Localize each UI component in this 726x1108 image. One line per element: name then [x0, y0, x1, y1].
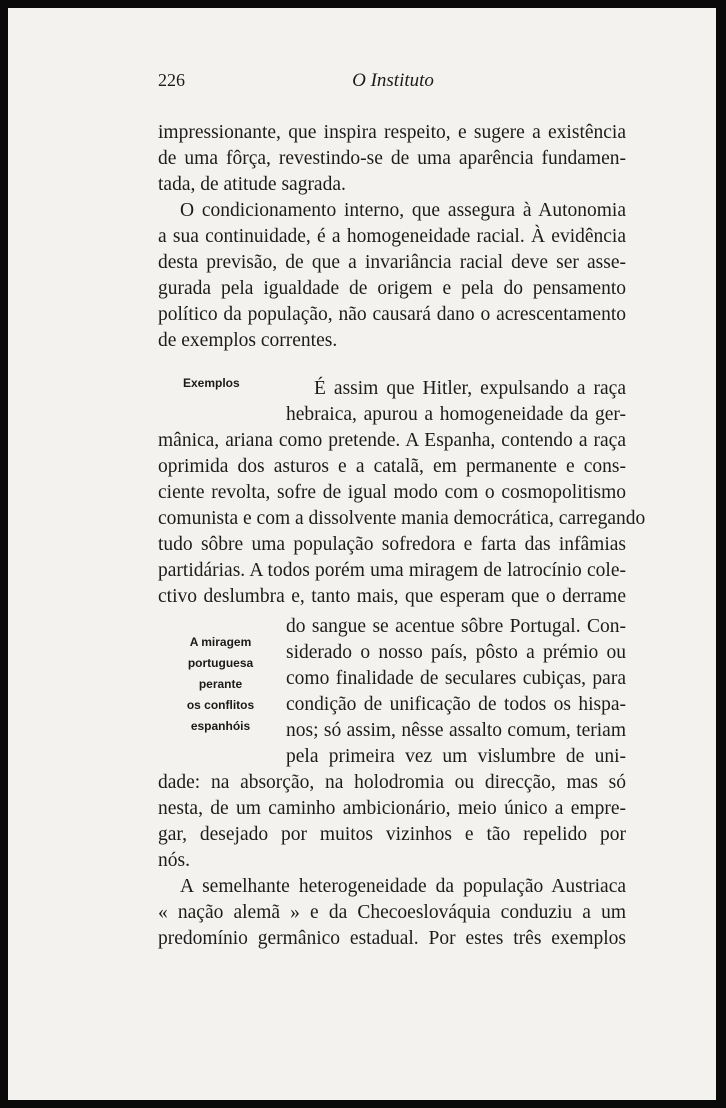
- body-line: nós.: [158, 850, 190, 871]
- body-line: mânica, ariana como pretende. A Espanha, contendo a raça: [158, 430, 626, 451]
- body-line: O condicionamento interno, que assegura à Autonomia: [180, 200, 626, 221]
- margin-note-exemplos: Exemplos: [183, 376, 240, 390]
- margin-note-miragem: [168, 632, 273, 737]
- running-title: O Instituto: [352, 70, 434, 91]
- margin-note-line: portuguesa: [187, 656, 254, 670]
- body-line: do sangue se acentue sôbre Portugal. Con-: [286, 616, 626, 637]
- body-line: ctivo deslumbra e, tanto mais, que esperam que o derrame: [158, 586, 626, 607]
- body-line: condição de unificação de todos os hispa-: [286, 694, 626, 715]
- body-line: « nação alemã » e da Checoeslováquia conduziu a um: [158, 902, 626, 923]
- margin-note-line: os conflitos: [186, 698, 255, 712]
- body-line: de uma fôrça, revestindo-se de uma aparência fundamen-: [158, 148, 626, 169]
- body-line: predomínio germânico estadual. Por estes três exemplos: [158, 928, 626, 949]
- book-page: [8, 8, 716, 1100]
- body-line: hebraica, apurou a homogeneidade da ger-: [286, 404, 626, 425]
- margin-note-line: espanhóis: [190, 719, 251, 733]
- body-line: ciente revolta, sofre de igual modo com o cosmopolitismo: [158, 482, 626, 503]
- margin-note-line: A miragem: [189, 635, 252, 649]
- body-line: político da população, não causará dano o acrescentamento: [158, 304, 626, 325]
- body-line: impressionante, que inspira respeito, e sugere a existência: [158, 122, 626, 143]
- margin-note-line: perante: [198, 677, 243, 691]
- body-line: A semelhante heterogeneidade da população Austriaca: [180, 876, 626, 897]
- body-line: siderado o nosso país, pôsto a prémio ou: [286, 642, 626, 663]
- body-line: oprimida dos asturos e a catalã, em permanente e cons-: [158, 456, 626, 477]
- body-line: dade: na absorção, na holodromia ou direcção, mas só: [158, 772, 626, 793]
- body-line: partidárias. A todos porém uma miragem de latrocínio cole-: [158, 560, 626, 581]
- body-line: pela primeira vez um vislumbre de uni-: [286, 746, 626, 767]
- body-line: nesta, de um caminho ambicionário, meio único a empre-: [158, 798, 626, 819]
- body-line: comunista e com a dissolvente mania democrática, carregando: [158, 508, 646, 529]
- body-line: gar, desejado por muitos vizinhos e tão repelido por: [158, 824, 626, 845]
- body-line: como finalidade de seculares cubiças, para: [286, 668, 626, 689]
- body-line: É assim que Hitler, expulsando a raça: [314, 378, 626, 399]
- body-line: nos; só assim, nêsse assalto comum, teriam: [286, 720, 626, 741]
- body-line: tudo sôbre uma população sofredora e farta das infâmias: [158, 534, 626, 555]
- body-line: de exemplos correntes.: [158, 330, 338, 351]
- page-number: 226: [158, 70, 185, 90]
- running-header: [158, 70, 628, 96]
- body-line: gurada pela igualdade de origem e pela do pensamento: [158, 278, 626, 299]
- body-line: a sua continuidade, é a homogeneidade racial. À evidência: [158, 226, 626, 247]
- body-line: desta previsão, de que a invariância racial deve ser asse-: [158, 252, 626, 273]
- body-line: tada, de atitude sagrada.: [158, 174, 346, 195]
